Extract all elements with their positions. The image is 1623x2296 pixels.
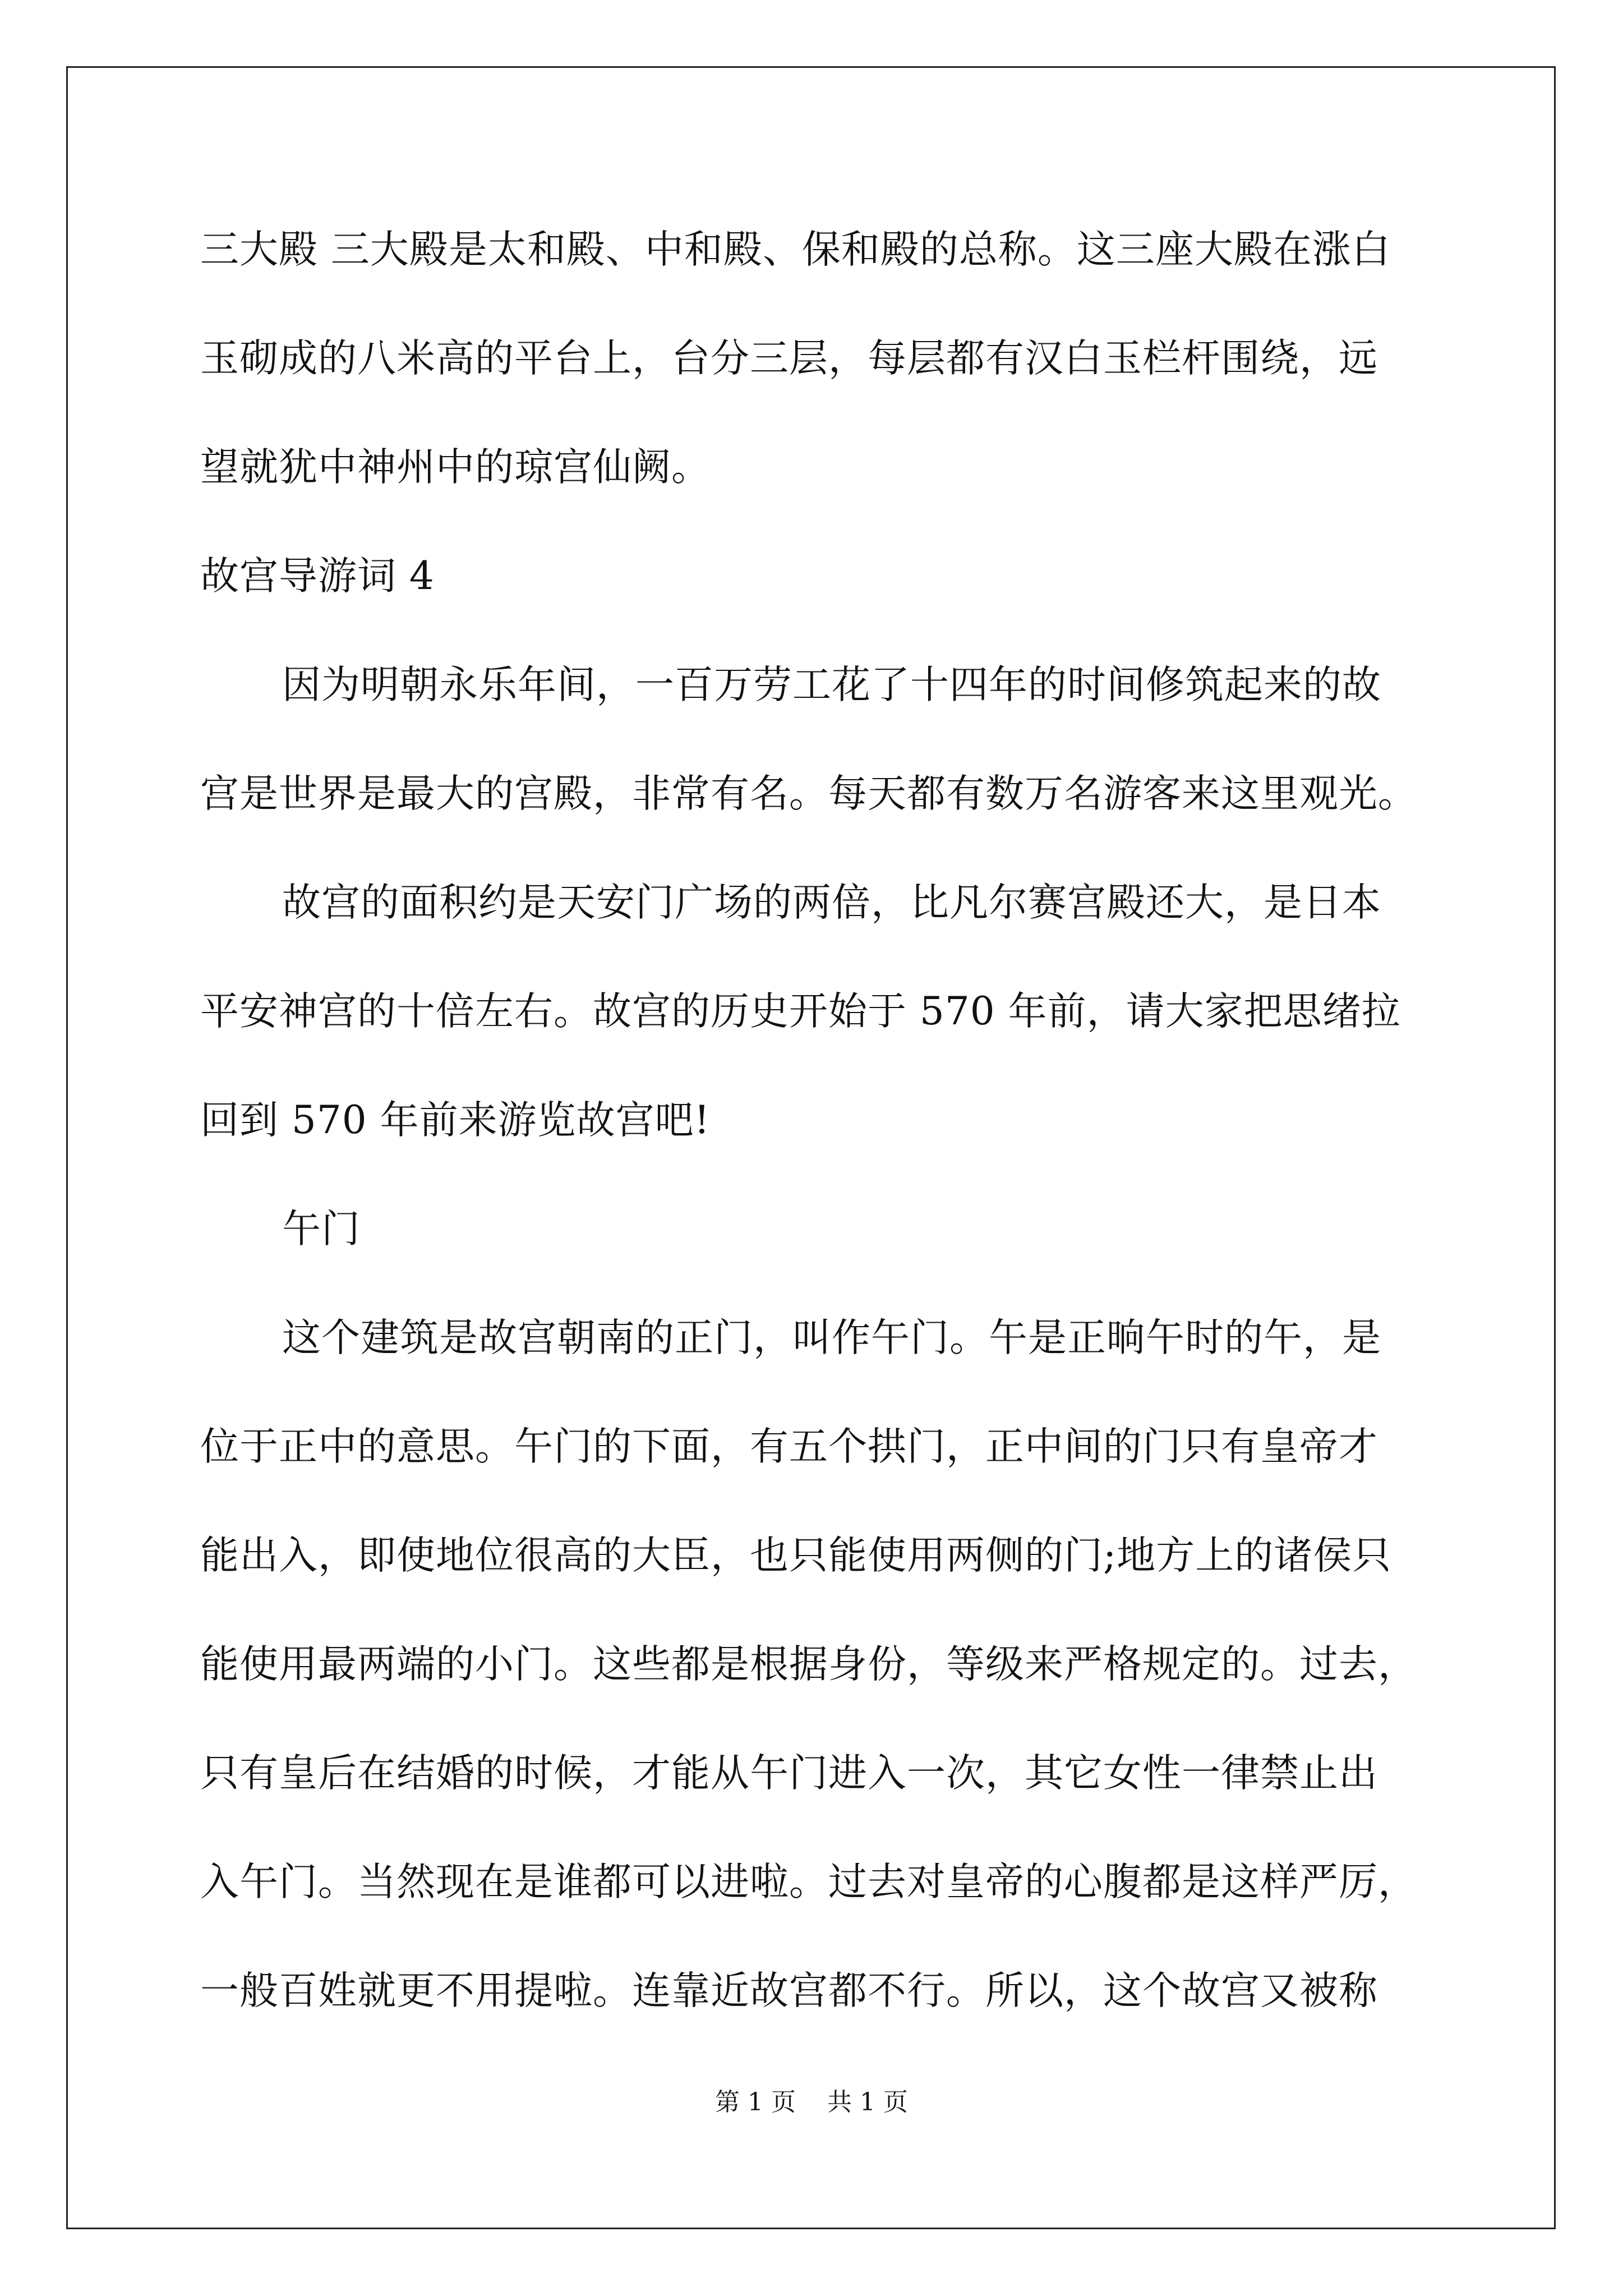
text-line: 玉砌成的八米高的平台上，台分三层，每层都有汉白玉栏杆围绕，远	[200, 336, 1378, 381]
text-line: 宫是世界是最大的宫殿，非常有名。每天都有数万名游客来这里观光。	[200, 771, 1417, 816]
text-line: 回到 570 年前来游览故宫吧!	[200, 1098, 711, 1143]
text-line: 只有皇后在结婚的时候，才能从午门进入一次，其它女性一律禁止出	[200, 1751, 1378, 1796]
text-line: 一般百姓就更不用提啦。连靠近故宫都不行。所以，这个故宫又被称	[200, 1968, 1378, 2013]
text-line: 平安神宫的十倍左右。故宫的历史开始于 570 年前，请大家把思绪拉	[200, 989, 1401, 1034]
text-line: 三大殿 三大殿是太和殿、中和殿、保和殿的总称。这三座大殿在涨白	[200, 227, 1391, 272]
text-line: 因为明朝永乐年间，一百万劳工花了十四年的时间修筑起来的故	[282, 662, 1381, 707]
section-heading: 故宫导游词 4	[200, 554, 435, 599]
text-line: 望就犹中神州中的琼宫仙阙。	[200, 445, 711, 490]
text-line: 故宫的面积约是天安门广场的两倍，比凡尔赛宫殿还大，是日本	[282, 880, 1381, 925]
subheading: 午门	[282, 1207, 361, 1251]
page-number-footer: 第 1 页 共 1 页	[715, 2088, 908, 2116]
document-body	[200, 213, 1423, 2063]
text-line: 能出入，即使地位很高的大臣，也只能使用两侧的门;地方上的诸侯只	[200, 1533, 1392, 1578]
text-line: 入午门。当然现在是谁都可以进啦。过去对皇帝的心腹都是这样严厉，	[200, 1860, 1417, 1904]
text-line: 能使用最两端的小门。这些都是根据身份，等级来严格规定的。过去，	[200, 1642, 1417, 1687]
text-line: 位于正中的意思。午门的下面，有五个拱门，正中间的门只有皇帝才	[200, 1424, 1378, 1469]
text-line: 这个建筑是故宫朝南的正门，叫作午门。午是正晌午时的午，是	[282, 1315, 1381, 1360]
